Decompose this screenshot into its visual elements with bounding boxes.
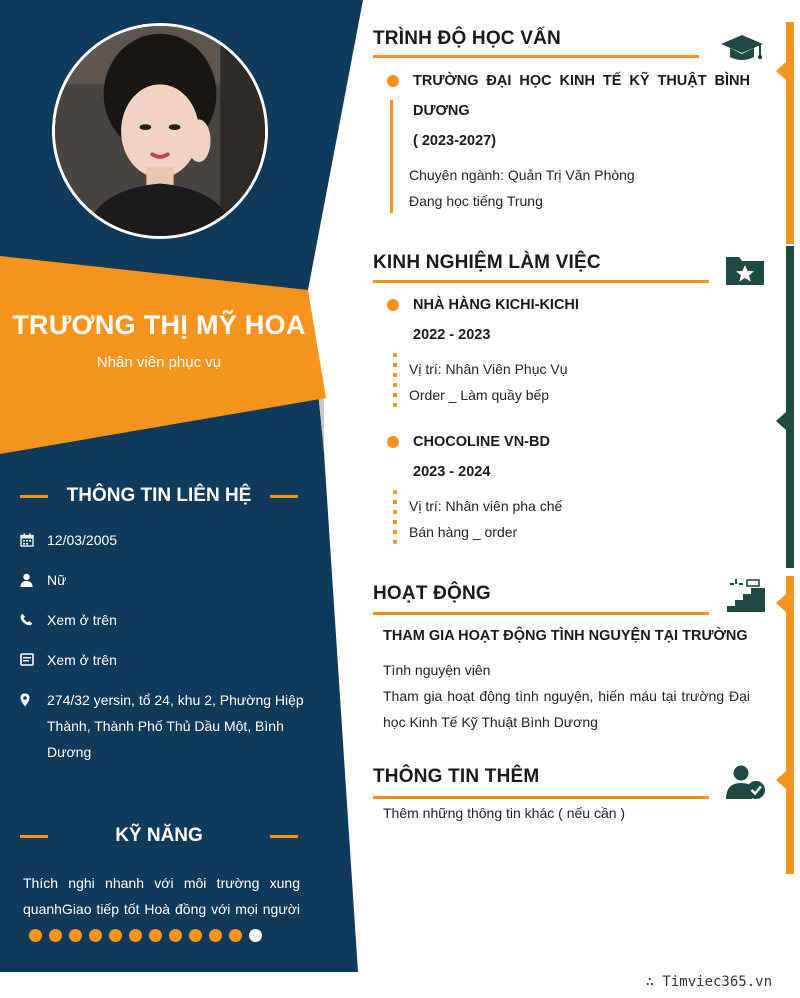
activity-description: Tham gia hoạt động tình nguyện, hiến máu tại trường Đại <box>383 688 750 704</box>
education-title: TRÌNH ĐỘ HỌC VẤN <box>373 28 561 49</box>
job-company: NHÀ HÀNG KICHI-KICHI <box>413 297 579 313</box>
skill-rating-dot <box>209 929 222 942</box>
stairs-icon <box>727 578 765 614</box>
side-accent-arrow <box>776 771 786 789</box>
activities-title: HOẠT ĐỘNG <box>373 583 491 604</box>
job-detail: Vị trí: Nhân Viên Phục Vụ <box>409 361 568 377</box>
candidate-position: Nhân viên phục vụ <box>96 354 222 371</box>
additional-underline <box>373 796 709 799</box>
skill-rating-dot <box>69 929 82 942</box>
heading-dash-right <box>270 835 298 838</box>
timeline-dots <box>393 490 397 544</box>
skill-rating-dot <box>89 929 102 942</box>
heading-dash-left <box>20 835 48 838</box>
education-major: Chuyên ngành: Quản Trị Văn Phòng <box>409 167 635 183</box>
skill-rating-dot <box>229 929 242 942</box>
address-value <box>47 687 310 765</box>
skill-rating-dot <box>149 929 162 942</box>
user-check-icon <box>726 764 766 800</box>
timeline-dots <box>393 353 397 407</box>
education-underline <box>373 55 699 58</box>
address-line: 274/32 yersin, tổ 24, khu 2, Phường Hiệp <box>47 692 304 708</box>
activity-name: THAM GIA HOẠT ĐỘNG TÌNH NGUYỆN TẠI TRƯỜNG <box>383 628 748 644</box>
skills-heading <box>20 823 298 849</box>
skill-rating-dot <box>169 929 182 942</box>
skill-rating-dot <box>249 929 262 942</box>
timeline-bullet <box>387 436 399 448</box>
activity-description-continued: học Kinh Tế Kỹ Thuật Bình Dương <box>383 714 598 730</box>
activity-role: Tình nguyện viên <box>383 662 491 678</box>
job-detail: Order _ Làm quầy bếp <box>409 387 550 403</box>
contact-heading <box>20 483 298 509</box>
folder-star-icon <box>725 254 765 286</box>
job-company: CHOCOLINE VN-BD <box>413 434 550 450</box>
email-value: Xem ở trên <box>47 652 117 668</box>
email-icon <box>20 647 47 673</box>
watermark: ∴ Timviec365.vn <box>645 974 772 990</box>
skills-description <box>23 870 300 922</box>
skills-line: quanhGiao tiếp tốt Hoà đồng với mọi người <box>23 901 300 917</box>
skill-rating-dot <box>49 929 62 942</box>
contact-heading-text: THÔNG TIN LIÊN HỆ <box>66 485 252 506</box>
job-period: 2023 - 2024 <box>413 464 491 480</box>
skill-rating-dot <box>109 929 122 942</box>
side-accent-arrow <box>776 62 786 80</box>
skill-rating <box>29 929 262 942</box>
heading-dash-left <box>20 495 48 498</box>
experience-title: KINH NGHIỆM LÀM VIỆC <box>373 252 601 273</box>
candidate-name: TRƯƠNG THỊ MỸ HOA <box>12 310 306 340</box>
timeline-bullet <box>387 75 399 87</box>
job-detail: Bán hàng _ order <box>409 524 518 540</box>
person-icon <box>20 567 47 593</box>
location-icon <box>20 687 47 765</box>
contact-birthdate <box>20 527 310 553</box>
school-name-continued: DƯƠNG <box>413 103 470 119</box>
address-line: Dương <box>47 744 92 760</box>
side-accent-bar <box>786 246 794 568</box>
graduation-cap-icon <box>720 33 764 63</box>
activities-underline <box>373 612 709 615</box>
timeline-bullet <box>387 299 399 311</box>
experience-underline <box>373 280 709 283</box>
phone-icon <box>20 607 47 633</box>
side-accent-bar <box>786 22 794 244</box>
contact-gender <box>20 567 310 593</box>
avatar <box>52 23 268 239</box>
watermark-text: Timviec365.vn <box>662 974 772 990</box>
skill-rating-dot <box>29 929 42 942</box>
education-note: Đang học tiếng Trung <box>409 193 543 209</box>
calendar-icon <box>20 527 47 553</box>
side-accent-arrow <box>776 594 786 612</box>
contact-phone <box>20 607 310 633</box>
timeline-line <box>390 100 393 213</box>
heading-dash-right <box>270 495 298 498</box>
skills-heading-text: KỸ NĂNG <box>115 825 203 846</box>
side-accent-arrow <box>776 412 786 430</box>
school-name: TRƯỜNG ĐẠI HỌC KINH TẾ KỸ THUẬT BÌNH <box>413 73 750 89</box>
side-accent-bar <box>786 576 794 874</box>
education-period: ( 2023-2027) <box>413 133 497 149</box>
skills-line: Thích nghi nhanh với môi trường xung <box>23 875 300 891</box>
additional-title: THÔNG TIN THÊM <box>373 766 540 787</box>
job-period: 2022 - 2023 <box>413 327 491 343</box>
skill-rating-dot <box>189 929 202 942</box>
address-line: Thành, Thành Phố Thủ Dầu Một, Bình <box>47 718 284 734</box>
skill-rating-dot <box>129 929 142 942</box>
gender-value: Nữ <box>47 572 67 588</box>
contact-address <box>20 687 310 765</box>
phone-value: Xem ở trên <box>47 612 117 628</box>
additional-text: Thêm những thông tin khác ( nếu cần ) <box>383 805 626 821</box>
birthdate-value: 12/03/2005 <box>47 532 118 548</box>
job-detail: Vị trí: Nhân viên pha chế <box>409 498 563 514</box>
contact-email <box>20 647 310 673</box>
